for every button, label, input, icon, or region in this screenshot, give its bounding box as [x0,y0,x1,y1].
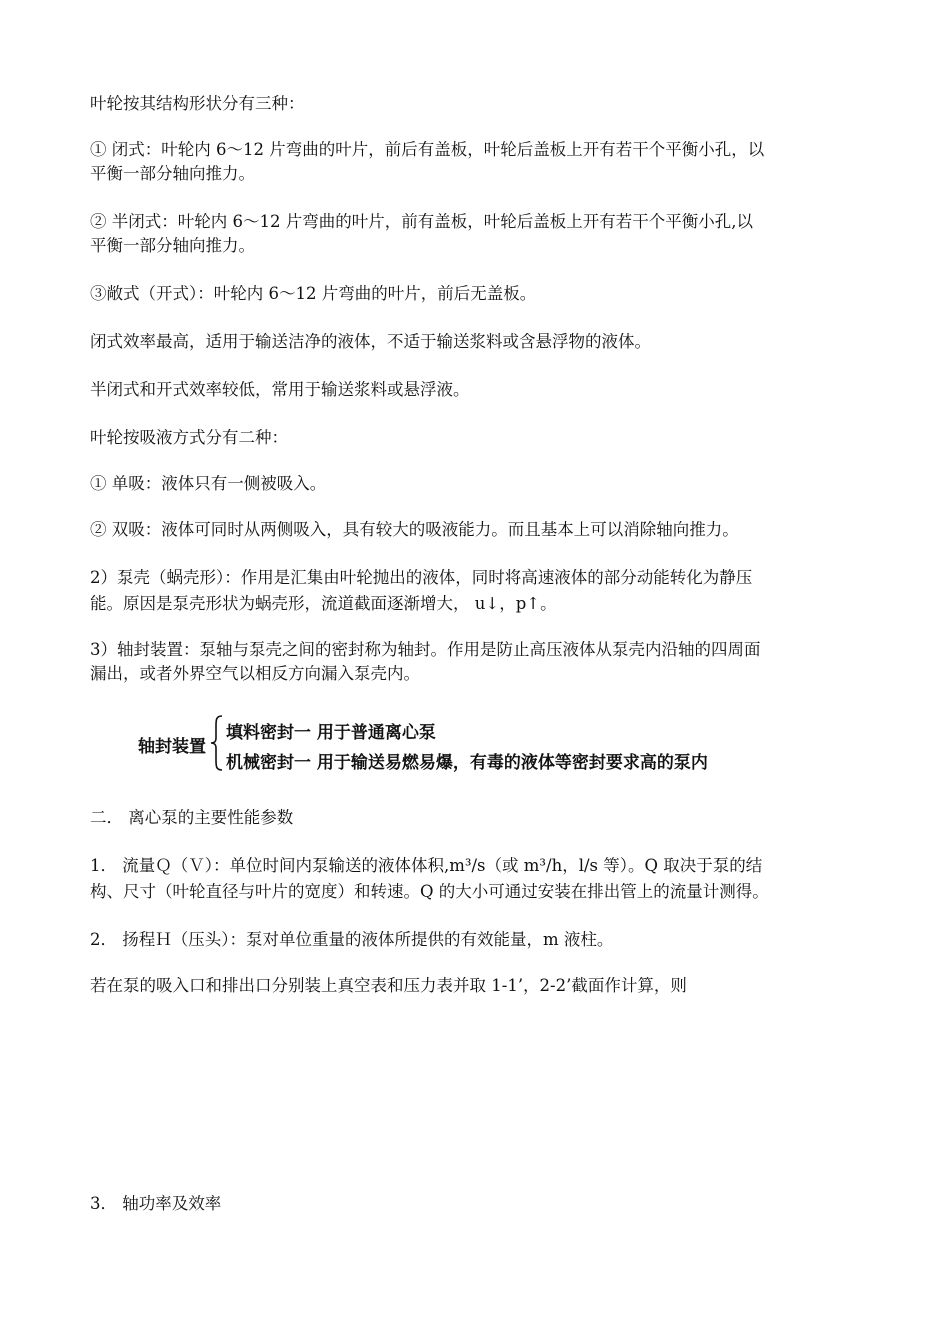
flow-rate-line2: 构、尺寸（叶轮直径与叶片的宽度）和转速。Q 的大小可通过安装在排出管上的流量计测得。 [90,882,769,901]
closed-impeller-line1: ① 闭式：叶轮内 6～12 片弯曲的叶片，前后有盖板，叶轮后盖板上开有若干个平衡小孔，以 [90,140,765,159]
open-impeller: ③敞式（开式）：叶轮内 6～12 片弯曲的叶片，前后无盖板。 [90,284,537,303]
brace-icon [210,714,224,772]
seal-label: 轴封装置 [138,737,206,757]
gauge-instruction: 若在泵的吸入口和排出口分别装上真空表和压力表并取 1-1’，2-2’截面作计算，则 [90,976,687,995]
closed-impeller-line2: 平衡一部分轴向推力。 [90,164,255,183]
packing-seal-line: 填料密封一 用于普通离心泵 [226,723,436,743]
head-definition: 2． 扬程Ｈ（压头）：泵对单位重量的液体所提供的有效能量，m 液柱。 [90,930,614,949]
semi-closed-impeller-line1: ② 半闭式：叶轮内 6～12 片弯曲的叶片，前有盖板，叶轮后盖板上开有若干个平衡小孔,以 [90,212,753,231]
semi-closed-impeller-line2: 平衡一部分轴向推力。 [90,236,255,255]
closed-efficiency-note: 闭式效率最高，适用于输送洁净的液体，不适于输送浆料或含悬浮物的液体。 [90,332,651,351]
suction-type-intro: 叶轮按吸液方式分有二种： [90,428,288,447]
semi-open-efficiency-note: 半闭式和开式效率较低，常用于输送浆料或悬浮液。 [90,380,470,399]
impeller-structure-intro: 叶轮按其结构形状分有三种： [90,94,305,113]
single-suction: ① 单吸：液体只有一侧被吸入。 [90,474,327,493]
shaft-seal-line2: 漏出，或者外界空气以相反方向漏入泵壳内。 [90,664,420,683]
shaft-power-heading: 3． 轴功率及效率 [90,1194,222,1213]
flow-rate-line1: 1． 流量Ｑ（Ｖ）：单位时间内泵输送的液体体积,m³/s（或 m³/h，l/s 等）。Q 取决于泵的结 [90,856,763,875]
pump-casing-line2: 能。原因是泵壳形状为蜗壳形，流道截面逐渐增大， u↓，p↑。 [90,594,557,613]
pump-casing-line1: 2）泵壳（蜗壳形）：作用是汇集由叶轮抛出的液体，同时将高速液体的部分动能转化为静压 [90,568,753,587]
section-heading-performance: 二． 离心泵的主要性能参数 [90,808,294,827]
shaft-seal-diagram [138,712,838,774]
mechanical-seal-line: 机械密封一 用于输送易燃易爆，有毒的液体等密封要求高的泵内 [226,753,708,773]
shaft-seal-line1: 3）轴封装置：泵轴与泵壳之间的密封称为轴封。作用是防止高压液体从泵壳内沿轴的四周面 [90,640,761,659]
double-suction: ② 双吸：液体可同时从两侧吸入，具有较大的吸液能力。而且基本上可以消除轴向推力。 [90,520,739,539]
